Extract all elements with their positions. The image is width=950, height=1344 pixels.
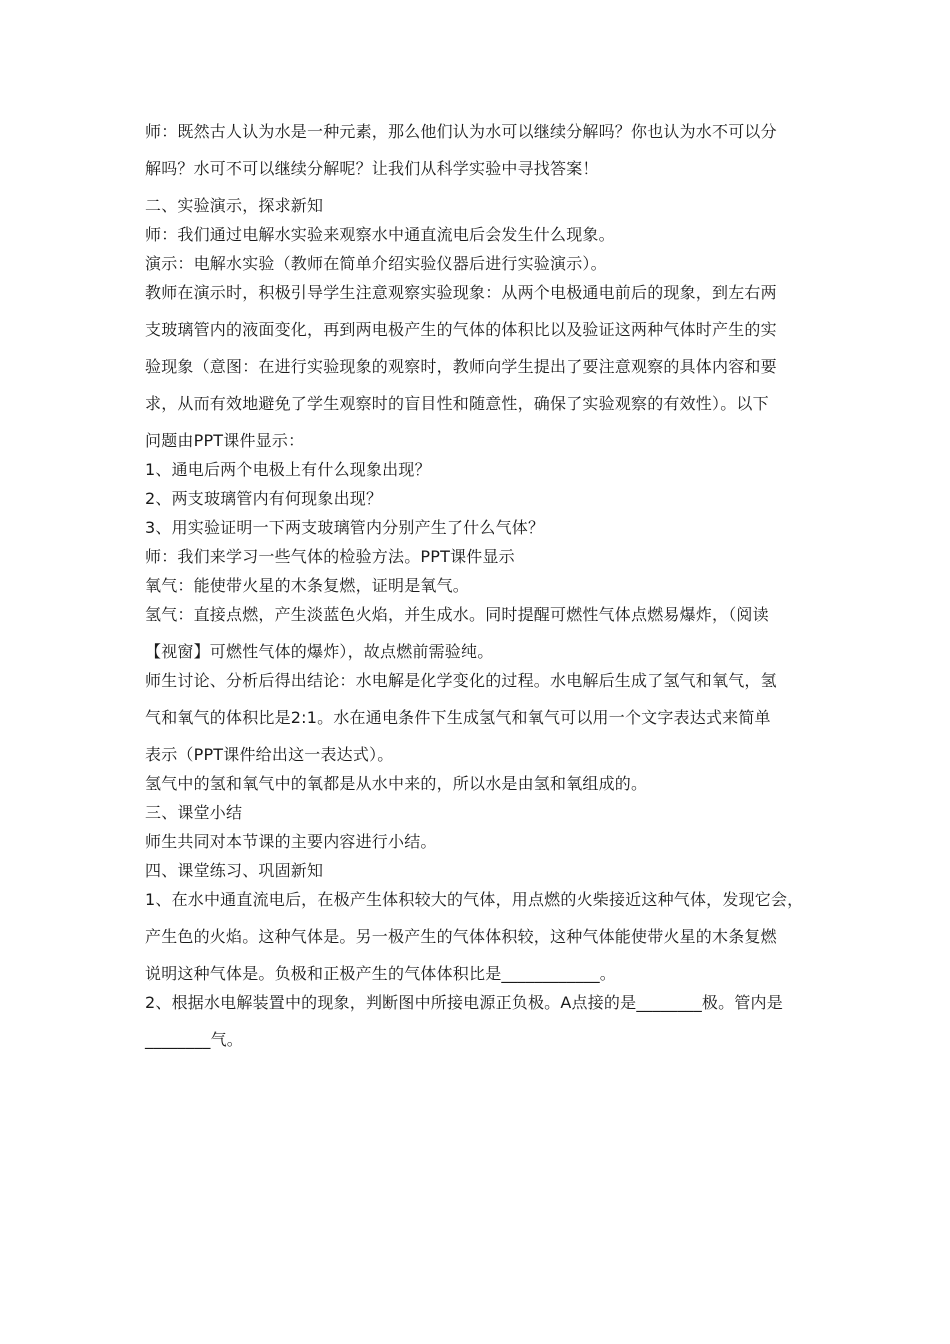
text-line: 四、课堂练习、巩固新知 <box>145 861 324 880</box>
text-line: ________气。 <box>145 1030 244 1049</box>
text-line: 氧气：能使带火星的木条复燃，证明是氧气。 <box>145 576 470 595</box>
text-line: 表示（PPT课件给出这一表达式）。 <box>145 745 394 764</box>
text-line: 气和氧气的体积比是2:1。水在通电条件下生成氢气和氧气可以用一个文字表达式来简单 <box>145 708 771 727</box>
text-line: 三、课堂小结 <box>145 803 243 822</box>
text-line: 求，从而有效地避免了学生观察时的盲目性和随意性，确保了实验观察的有效性）。以下 <box>145 394 769 413</box>
text-line: 1、通电后两个电极上有什么现象出现？ <box>145 460 431 479</box>
text-line: 说明这种气体是。负极和正极产生的气体体积比是____________。 <box>145 964 617 983</box>
text-line: 师生共同对本节课的主要内容进行小结。 <box>145 832 437 851</box>
text-line: 师生讨论、分析后得出结论：水电解是化学变化的过程。水电解后生成了氢气和氧气，氢 <box>145 671 777 690</box>
text-line: 3、用实验证明一下两支玻璃管内分别产生了什么气体？ <box>145 518 545 537</box>
text-line: 氢气：直接点燃，产生淡蓝色火焰，并生成水。同时提醒可燃性气体点燃易爆炸，（阅读 <box>145 605 769 624</box>
text-line: 师：我们通过电解水实验来观察水中通直流电后会发生什么现象。 <box>145 225 615 244</box>
text-line: 1、在水中通直流电后，在极产生体积较大的气体，用点燃的火柴接近这种气体，发现它会， <box>145 890 804 909</box>
text-line: 教师在演示时，积极引导学生注意观察实验现象：从两个电极通电前后的现象，到左右两 <box>145 283 777 302</box>
text-line: 【视窗】可燃性气体的爆炸），故点燃前需验纯。 <box>145 642 494 661</box>
text-line: 验现象（意图：在进行实验现象的观察时，教师向学生提出了要注意观察的具体内容和要 <box>145 357 777 376</box>
text-line: 师：既然古人认为水是一种元素，那么他们认为水可以继续分解吗？你也认为水不可以分 <box>145 122 777 141</box>
text-line: 产生色的火焰。这种气体是。另一极产生的气体体积较，这种气体能使带火星的木条复燃 <box>145 927 777 946</box>
text-line: 支玻璃管内的液面变化，再到两电极产生的气体的体积比以及验证这两种气体时产生的实 <box>145 320 777 339</box>
text-line: 二、实验演示，探求新知 <box>145 196 324 215</box>
text-line: 问题由PPT课件显示： <box>145 431 305 450</box>
text-line: 氢气中的氢和氧气中的氧都是从水中来的，所以水是由氢和氧组成的。 <box>145 774 648 793</box>
text-line: 2、根据水电解装置中的现象，判断图中所接电源正负极。A点接的是________极。管内是 <box>145 993 783 1012</box>
document-body <box>145 120 810 1057</box>
text-line: 师：我们来学习一些气体的检验方法。PPT课件显示 <box>145 547 515 566</box>
text-line: 演示：电解水实验（教师在简单介绍实验仪器后进行实验演示）。 <box>145 254 607 273</box>
text-line: 解吗？水可不可以继续分解呢？让我们从科学实验中寻找答案！ <box>145 159 599 178</box>
text-line: 2、两支玻璃管内有何现象出现？ <box>145 489 383 508</box>
